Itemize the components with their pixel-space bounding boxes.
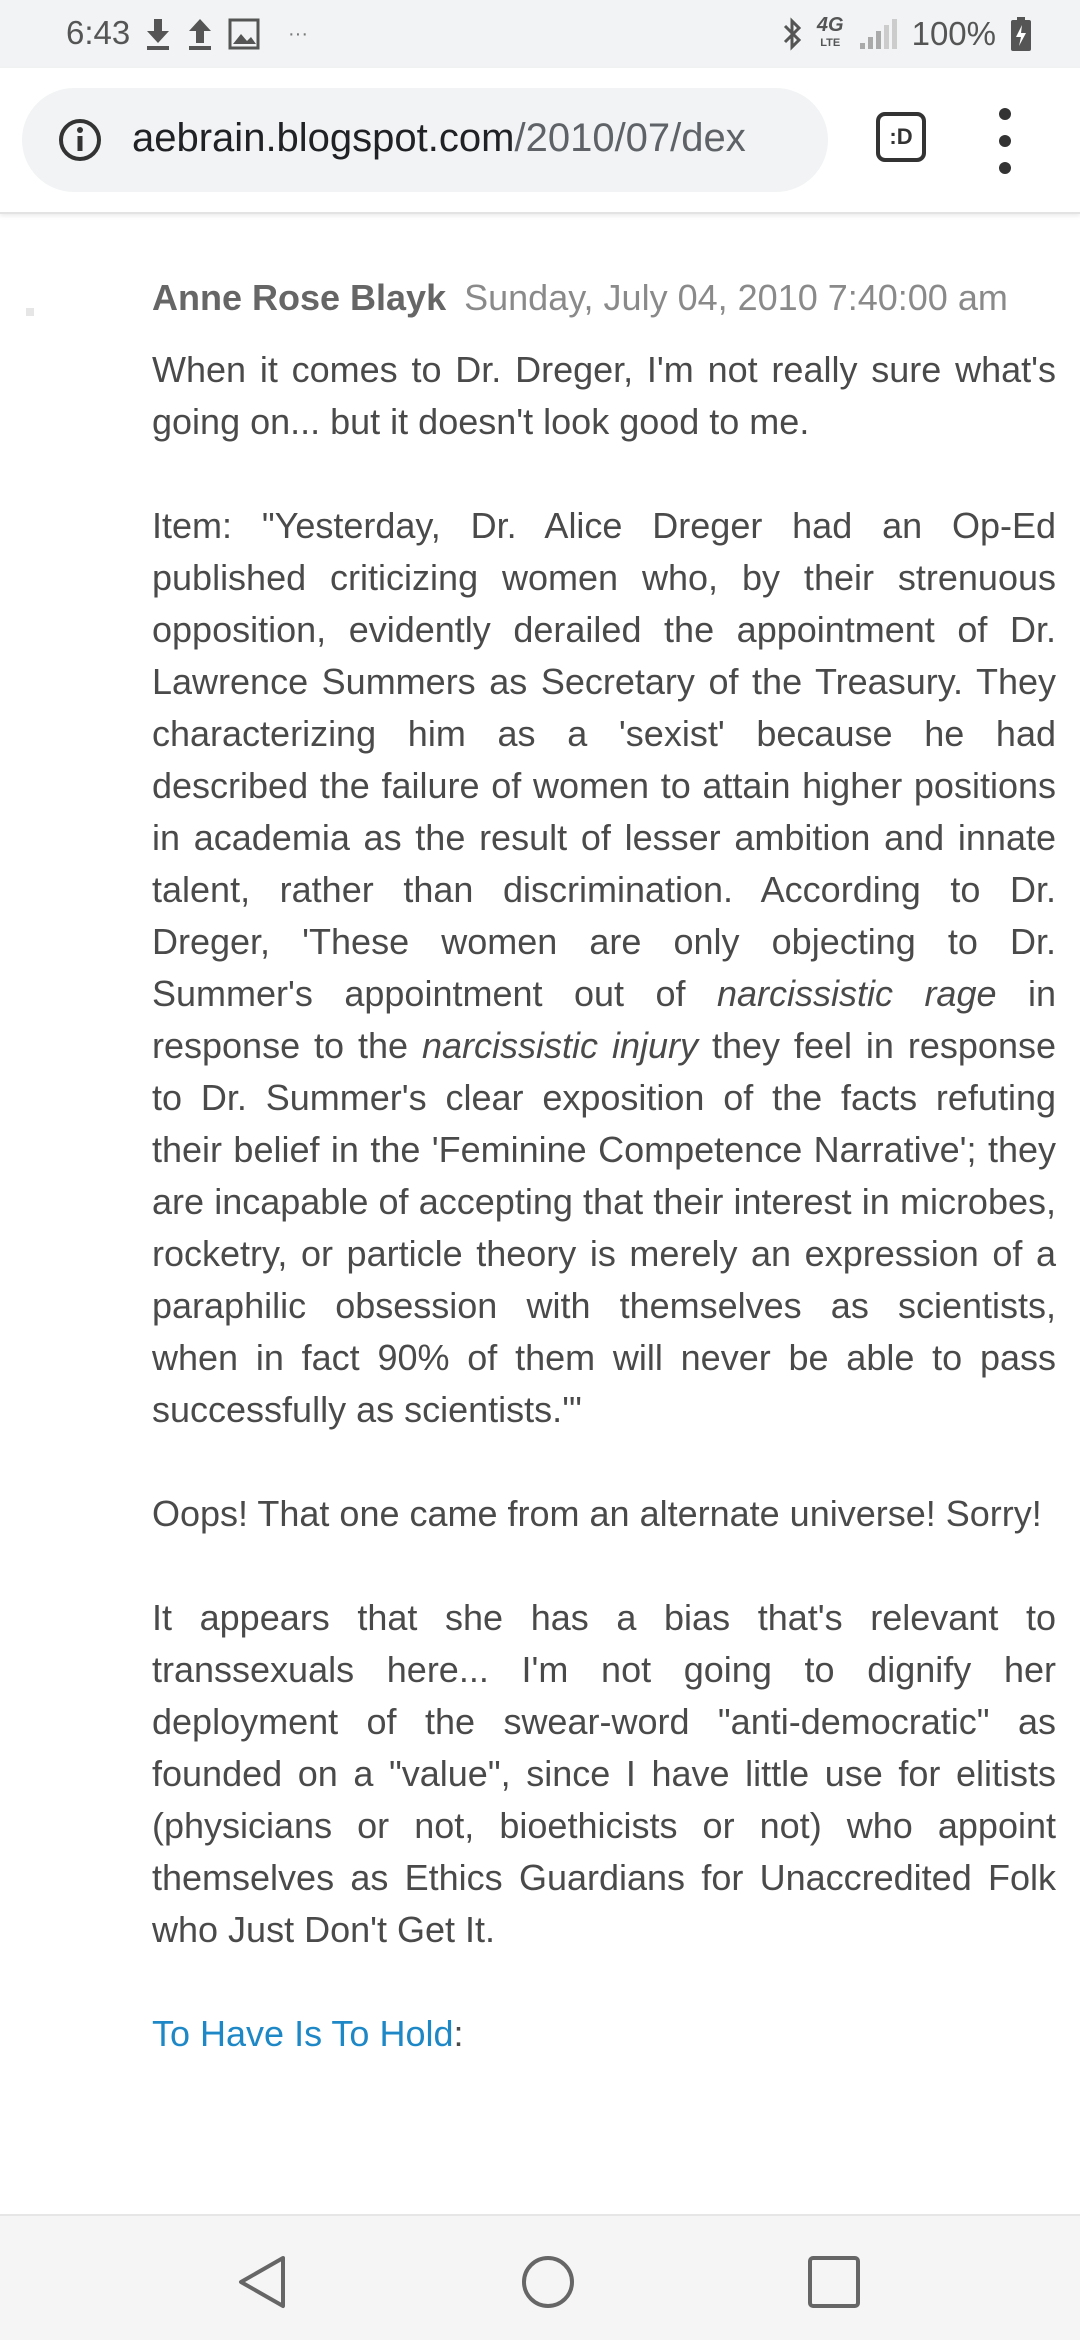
back-icon bbox=[235, 2254, 289, 2310]
tab-switcher-button[interactable]: :D bbox=[876, 112, 926, 162]
home-button[interactable] bbox=[518, 2252, 578, 2312]
info-icon[interactable] bbox=[58, 118, 102, 162]
blog-link[interactable]: To Have Is To Hold bbox=[152, 2013, 454, 2054]
download-icon bbox=[144, 17, 172, 51]
comment-text: they feel in response to Dr. Summer's clear exposition of the facts refuting their belief in the 'Feminine Competence Narrative'; they are incapable of accepting that their interest in microbes, rocketry, or particle theory is merely an expression of a paraphilic obsession with themselves as scientists, when in fact 90% of them will never be able to pass successfully as scientists.'" bbox=[152, 1025, 1056, 1430]
back-button[interactable] bbox=[232, 2252, 292, 2312]
bluetooth-icon bbox=[781, 17, 803, 51]
status-right bbox=[781, 12, 1032, 56]
image-icon bbox=[228, 18, 260, 50]
menu-dot-icon bbox=[999, 108, 1011, 120]
comment-paragraph: When it comes to Dr. Dreger, I'm not really sure what's going on... but it doesn't look good to me. bbox=[152, 349, 1056, 442]
comment bbox=[152, 274, 1056, 2112]
recents-button[interactable] bbox=[804, 2252, 864, 2312]
avatar bbox=[26, 308, 34, 316]
battery-icon bbox=[1010, 16, 1032, 52]
comment-paragraph: Oops! That one came from an alternate universe! Sorry! bbox=[152, 1493, 1042, 1534]
more-notifications-icon: ··· bbox=[288, 22, 308, 45]
url-text[interactable] bbox=[132, 116, 746, 161]
upload-icon bbox=[186, 17, 214, 51]
comment-body bbox=[152, 344, 1056, 2060]
recents-icon bbox=[807, 2255, 861, 2309]
comment-text: in response to the bbox=[152, 973, 1056, 1066]
comment-text: Item: "Yesterday, Dr. Alice Dreger had an Op-Ed published criticizing women who, by their strenuous opposition, evidently derailed the appointment of Dr. Lawrence Summers as Secretary of the Treasury. They characterizing him as a 'sexist' because he had described the failure of women to attain higher positions in academia as the result of lesser ambition and innate talent, rather than discrimination. According to Dr. Dreger, 'These women are only objecting to Dr. Summer's appointment out of bbox=[152, 505, 1056, 1014]
navigation-bar bbox=[0, 2214, 1080, 2340]
status-bar bbox=[0, 0, 1080, 68]
url-host: aebrain.blogspot.com bbox=[132, 116, 515, 160]
signal-icon bbox=[858, 17, 898, 51]
comment-emphasis: narcissistic rage bbox=[716, 973, 997, 1014]
menu-dot-icon bbox=[999, 135, 1011, 147]
status-time: 6:43 bbox=[66, 14, 131, 51]
link-suffix: : bbox=[453, 2013, 464, 2054]
comment-author[interactable]: Anne Rose Blayk bbox=[152, 277, 447, 318]
url-path: /2010/07/dex bbox=[514, 116, 746, 160]
comment-paragraph: It appears that she has a bias that's relevant to transsexuals here... I'm not going to dignify her deployment of the swear-word "anti-democratic" as founded on a "value", since I have little use for elitists (physicians or not, bioethicists or not) who appoint themselves as Ethics Guardians for Unaccredited Folk who Just Don't Get It. bbox=[152, 1597, 1056, 1950]
network-type-icon: 4G LTE bbox=[816, 14, 844, 49]
battery-percentage: 100% bbox=[911, 15, 996, 52]
comment-date[interactable]: Sunday, July 04, 2010 7:40:00 am bbox=[464, 277, 1008, 318]
menu-dot-icon bbox=[999, 162, 1011, 174]
browser-toolbar bbox=[0, 68, 1080, 214]
url-bar[interactable] bbox=[22, 88, 828, 192]
notification-icons bbox=[144, 14, 308, 54]
comment-header bbox=[152, 274, 1056, 322]
home-icon bbox=[520, 2254, 576, 2310]
comment-link-line bbox=[152, 2008, 1056, 2060]
comment-paragraph bbox=[152, 500, 1056, 1436]
page-content[interactable] bbox=[0, 216, 1080, 2214]
menu-button[interactable] bbox=[990, 108, 1020, 174]
comment-emphasis: narcissistic injury bbox=[422, 1025, 698, 1066]
